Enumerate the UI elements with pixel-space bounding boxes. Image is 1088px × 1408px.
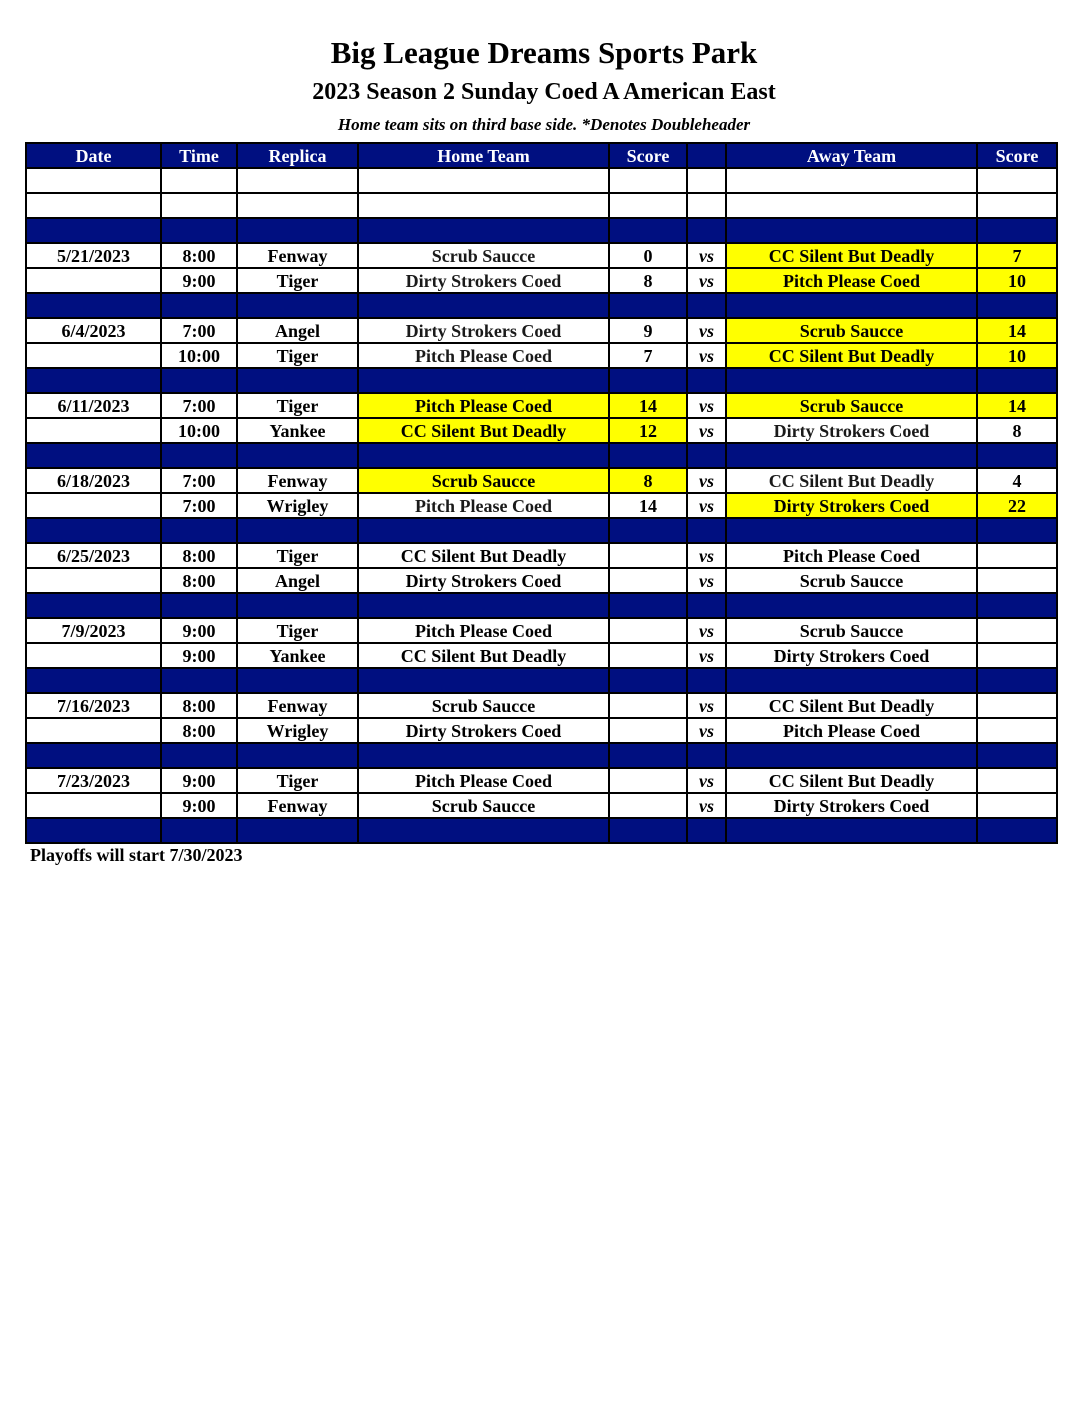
game-field: Angel — [237, 318, 358, 343]
away-score — [977, 543, 1057, 568]
game-field: Fenway — [237, 468, 358, 493]
table-row — [26, 568, 1057, 593]
game-date — [26, 718, 161, 743]
home-team: CC Silent But Deadly — [358, 543, 609, 568]
away-score: 4 — [977, 468, 1057, 493]
game-time: 9:00 — [161, 643, 237, 668]
home-score: 0 — [609, 243, 687, 268]
table-row — [26, 693, 1057, 718]
page-title: Big League Dreams Sports Park — [330, 35, 758, 70]
home-team: Dirty Strokers Coed — [358, 568, 609, 593]
home-team: Dirty Strokers Coed — [358, 718, 609, 743]
game-field: Yankee — [237, 418, 358, 443]
vs-label: vs — [687, 468, 726, 493]
game-date: 6/25/2023 — [26, 543, 161, 568]
game-date — [26, 418, 161, 443]
table-row — [26, 393, 1057, 418]
table-row — [26, 643, 1057, 668]
game-field: Fenway — [237, 243, 358, 268]
game-date — [26, 643, 161, 668]
game-field: Tiger — [237, 618, 358, 643]
away-team: Dirty Strokers Coed — [726, 418, 977, 443]
separator-row — [26, 368, 1057, 393]
game-date — [26, 793, 161, 818]
table-row — [26, 343, 1057, 368]
away-score: 7 — [977, 243, 1057, 268]
home-team: CC Silent But Deadly — [358, 643, 609, 668]
home-team: Pitch Please Coed — [358, 618, 609, 643]
separator-row — [26, 668, 1057, 693]
col-header-replica: Replica — [237, 143, 358, 168]
vs-label: vs — [687, 618, 726, 643]
away-score — [977, 718, 1057, 743]
game-date: 6/11/2023 — [26, 393, 161, 418]
game-time: 8:00 — [161, 568, 237, 593]
vs-label: vs — [687, 793, 726, 818]
separator-row — [26, 518, 1057, 543]
table-row — [26, 793, 1057, 818]
table-row — [26, 718, 1057, 743]
col-header-home-score: Score — [609, 143, 687, 168]
playoffs-note: Playoffs will start 7/30/2023 — [30, 845, 243, 865]
game-date — [26, 568, 161, 593]
table-row — [26, 468, 1057, 493]
table-row — [26, 418, 1057, 443]
col-header-time: Time — [161, 143, 237, 168]
game-field: Fenway — [237, 693, 358, 718]
game-time: 9:00 — [161, 618, 237, 643]
home-score — [609, 618, 687, 643]
home-team: Dirty Strokers Coed — [358, 268, 609, 293]
separator-row — [26, 743, 1057, 768]
game-date: 7/23/2023 — [26, 768, 161, 793]
home-score: 14 — [609, 393, 687, 418]
game-time: 8:00 — [161, 718, 237, 743]
table-row — [26, 618, 1057, 643]
separator-row — [26, 593, 1057, 618]
away-team: Scrub Saucce — [726, 318, 977, 343]
col-header-vs — [687, 143, 726, 168]
vs-label: vs — [687, 393, 726, 418]
vs-label: vs — [687, 718, 726, 743]
home-team: Dirty Strokers Coed — [358, 318, 609, 343]
game-field: Wrigley — [237, 493, 358, 518]
away-score: 14 — [977, 393, 1057, 418]
away-team: Scrub Saucce — [726, 568, 977, 593]
game-time: 7:00 — [161, 468, 237, 493]
game-date: 7/9/2023 — [26, 618, 161, 643]
home-team: Pitch Please Coed — [358, 343, 609, 368]
game-field: Tiger — [237, 343, 358, 368]
home-team: Scrub Saucce — [358, 468, 609, 493]
home-team: Pitch Please Coed — [358, 493, 609, 518]
vs-label: vs — [687, 543, 726, 568]
blank-row — [26, 168, 1057, 193]
game-date: 7/16/2023 — [26, 693, 161, 718]
separator-row — [26, 218, 1057, 243]
vs-label: vs — [687, 243, 726, 268]
away-team: CC Silent But Deadly — [726, 343, 977, 368]
away-team: Dirty Strokers Coed — [726, 643, 977, 668]
away-team: Pitch Please Coed — [726, 543, 977, 568]
game-time: 8:00 — [161, 243, 237, 268]
away-score — [977, 793, 1057, 818]
away-team: CC Silent But Deadly — [726, 468, 977, 493]
table-row — [26, 543, 1057, 568]
game-field: Wrigley — [237, 718, 358, 743]
table-row — [26, 268, 1057, 293]
game-date: 5/21/2023 — [26, 243, 161, 268]
game-date — [26, 343, 161, 368]
game-time: 9:00 — [161, 768, 237, 793]
away-team: CC Silent But Deadly — [726, 243, 977, 268]
away-team: CC Silent But Deadly — [726, 768, 977, 793]
away-score — [977, 693, 1057, 718]
vs-label: vs — [687, 418, 726, 443]
home-score — [609, 643, 687, 668]
home-team: Scrub Saucce — [358, 693, 609, 718]
separator-row — [26, 818, 1057, 843]
blank-row — [26, 193, 1057, 218]
away-score: 14 — [977, 318, 1057, 343]
col-header-away-team: Away Team — [726, 143, 977, 168]
game-time: 7:00 — [161, 493, 237, 518]
game-time: 8:00 — [161, 693, 237, 718]
away-team: Scrub Saucce — [726, 393, 977, 418]
col-header-away-score: Score — [977, 143, 1057, 168]
separator-row — [26, 293, 1057, 318]
home-team: Scrub Saucce — [358, 793, 609, 818]
vs-label: vs — [687, 268, 726, 293]
vs-label: vs — [687, 693, 726, 718]
vs-label: vs — [687, 343, 726, 368]
home-team: CC Silent But Deadly — [358, 418, 609, 443]
away-team: Dirty Strokers Coed — [726, 493, 977, 518]
away-team: Scrub Saucce — [726, 618, 977, 643]
game-time: 9:00 — [161, 793, 237, 818]
vs-label: vs — [687, 318, 726, 343]
home-team: Pitch Please Coed — [358, 393, 609, 418]
game-field: Angel — [237, 568, 358, 593]
doubleheader-note: Home team sits on third base side. *Denotes Doubleheader — [337, 115, 751, 134]
game-time: 9:00 — [161, 268, 237, 293]
vs-label: vs — [687, 768, 726, 793]
page-subtitle: 2023 Season 2 Sunday Coed A American East — [312, 79, 776, 105]
table-row — [26, 768, 1057, 793]
game-time: 7:00 — [161, 318, 237, 343]
game-field: Tiger — [237, 268, 358, 293]
home-score — [609, 718, 687, 743]
table-row — [26, 493, 1057, 518]
home-score: 8 — [609, 468, 687, 493]
home-score: 8 — [609, 268, 687, 293]
game-time: 10:00 — [161, 418, 237, 443]
home-score: 9 — [609, 318, 687, 343]
game-time: 10:00 — [161, 343, 237, 368]
game-field: Tiger — [237, 543, 358, 568]
home-score: 7 — [609, 343, 687, 368]
away-score — [977, 568, 1057, 593]
game-field: Fenway — [237, 793, 358, 818]
separator-row — [26, 443, 1057, 468]
game-time: 7:00 — [161, 393, 237, 418]
game-field: Yankee — [237, 643, 358, 668]
vs-label: vs — [687, 568, 726, 593]
home-score: 14 — [609, 493, 687, 518]
away-team: CC Silent But Deadly — [726, 693, 977, 718]
game-field: Tiger — [237, 768, 358, 793]
home-score — [609, 768, 687, 793]
game-time: 8:00 — [161, 543, 237, 568]
table-row — [26, 243, 1057, 268]
away-score — [977, 768, 1057, 793]
away-team: Pitch Please Coed — [726, 718, 977, 743]
away-score — [977, 618, 1057, 643]
game-date: 6/4/2023 — [26, 318, 161, 343]
schedule-table — [25, 142, 1058, 844]
table-row — [26, 318, 1057, 343]
away-team: Pitch Please Coed — [726, 268, 977, 293]
home-score: 12 — [609, 418, 687, 443]
away-score: 10 — [977, 343, 1057, 368]
game-date: 6/18/2023 — [26, 468, 161, 493]
home-score — [609, 568, 687, 593]
game-date — [26, 268, 161, 293]
away-team: Dirty Strokers Coed — [726, 793, 977, 818]
table-header-row — [26, 143, 1057, 168]
game-field: Tiger — [237, 393, 358, 418]
vs-label: vs — [687, 493, 726, 518]
home-team: Pitch Please Coed — [358, 768, 609, 793]
col-header-date: Date — [26, 143, 161, 168]
away-score: 10 — [977, 268, 1057, 293]
home-score — [609, 793, 687, 818]
col-header-home-team: Home Team — [358, 143, 609, 168]
vs-label: vs — [687, 643, 726, 668]
away-score — [977, 643, 1057, 668]
game-date — [26, 493, 161, 518]
home-score — [609, 543, 687, 568]
home-team: Scrub Saucce — [358, 243, 609, 268]
home-score — [609, 693, 687, 718]
away-score: 8 — [977, 418, 1057, 443]
away-score: 22 — [977, 493, 1057, 518]
